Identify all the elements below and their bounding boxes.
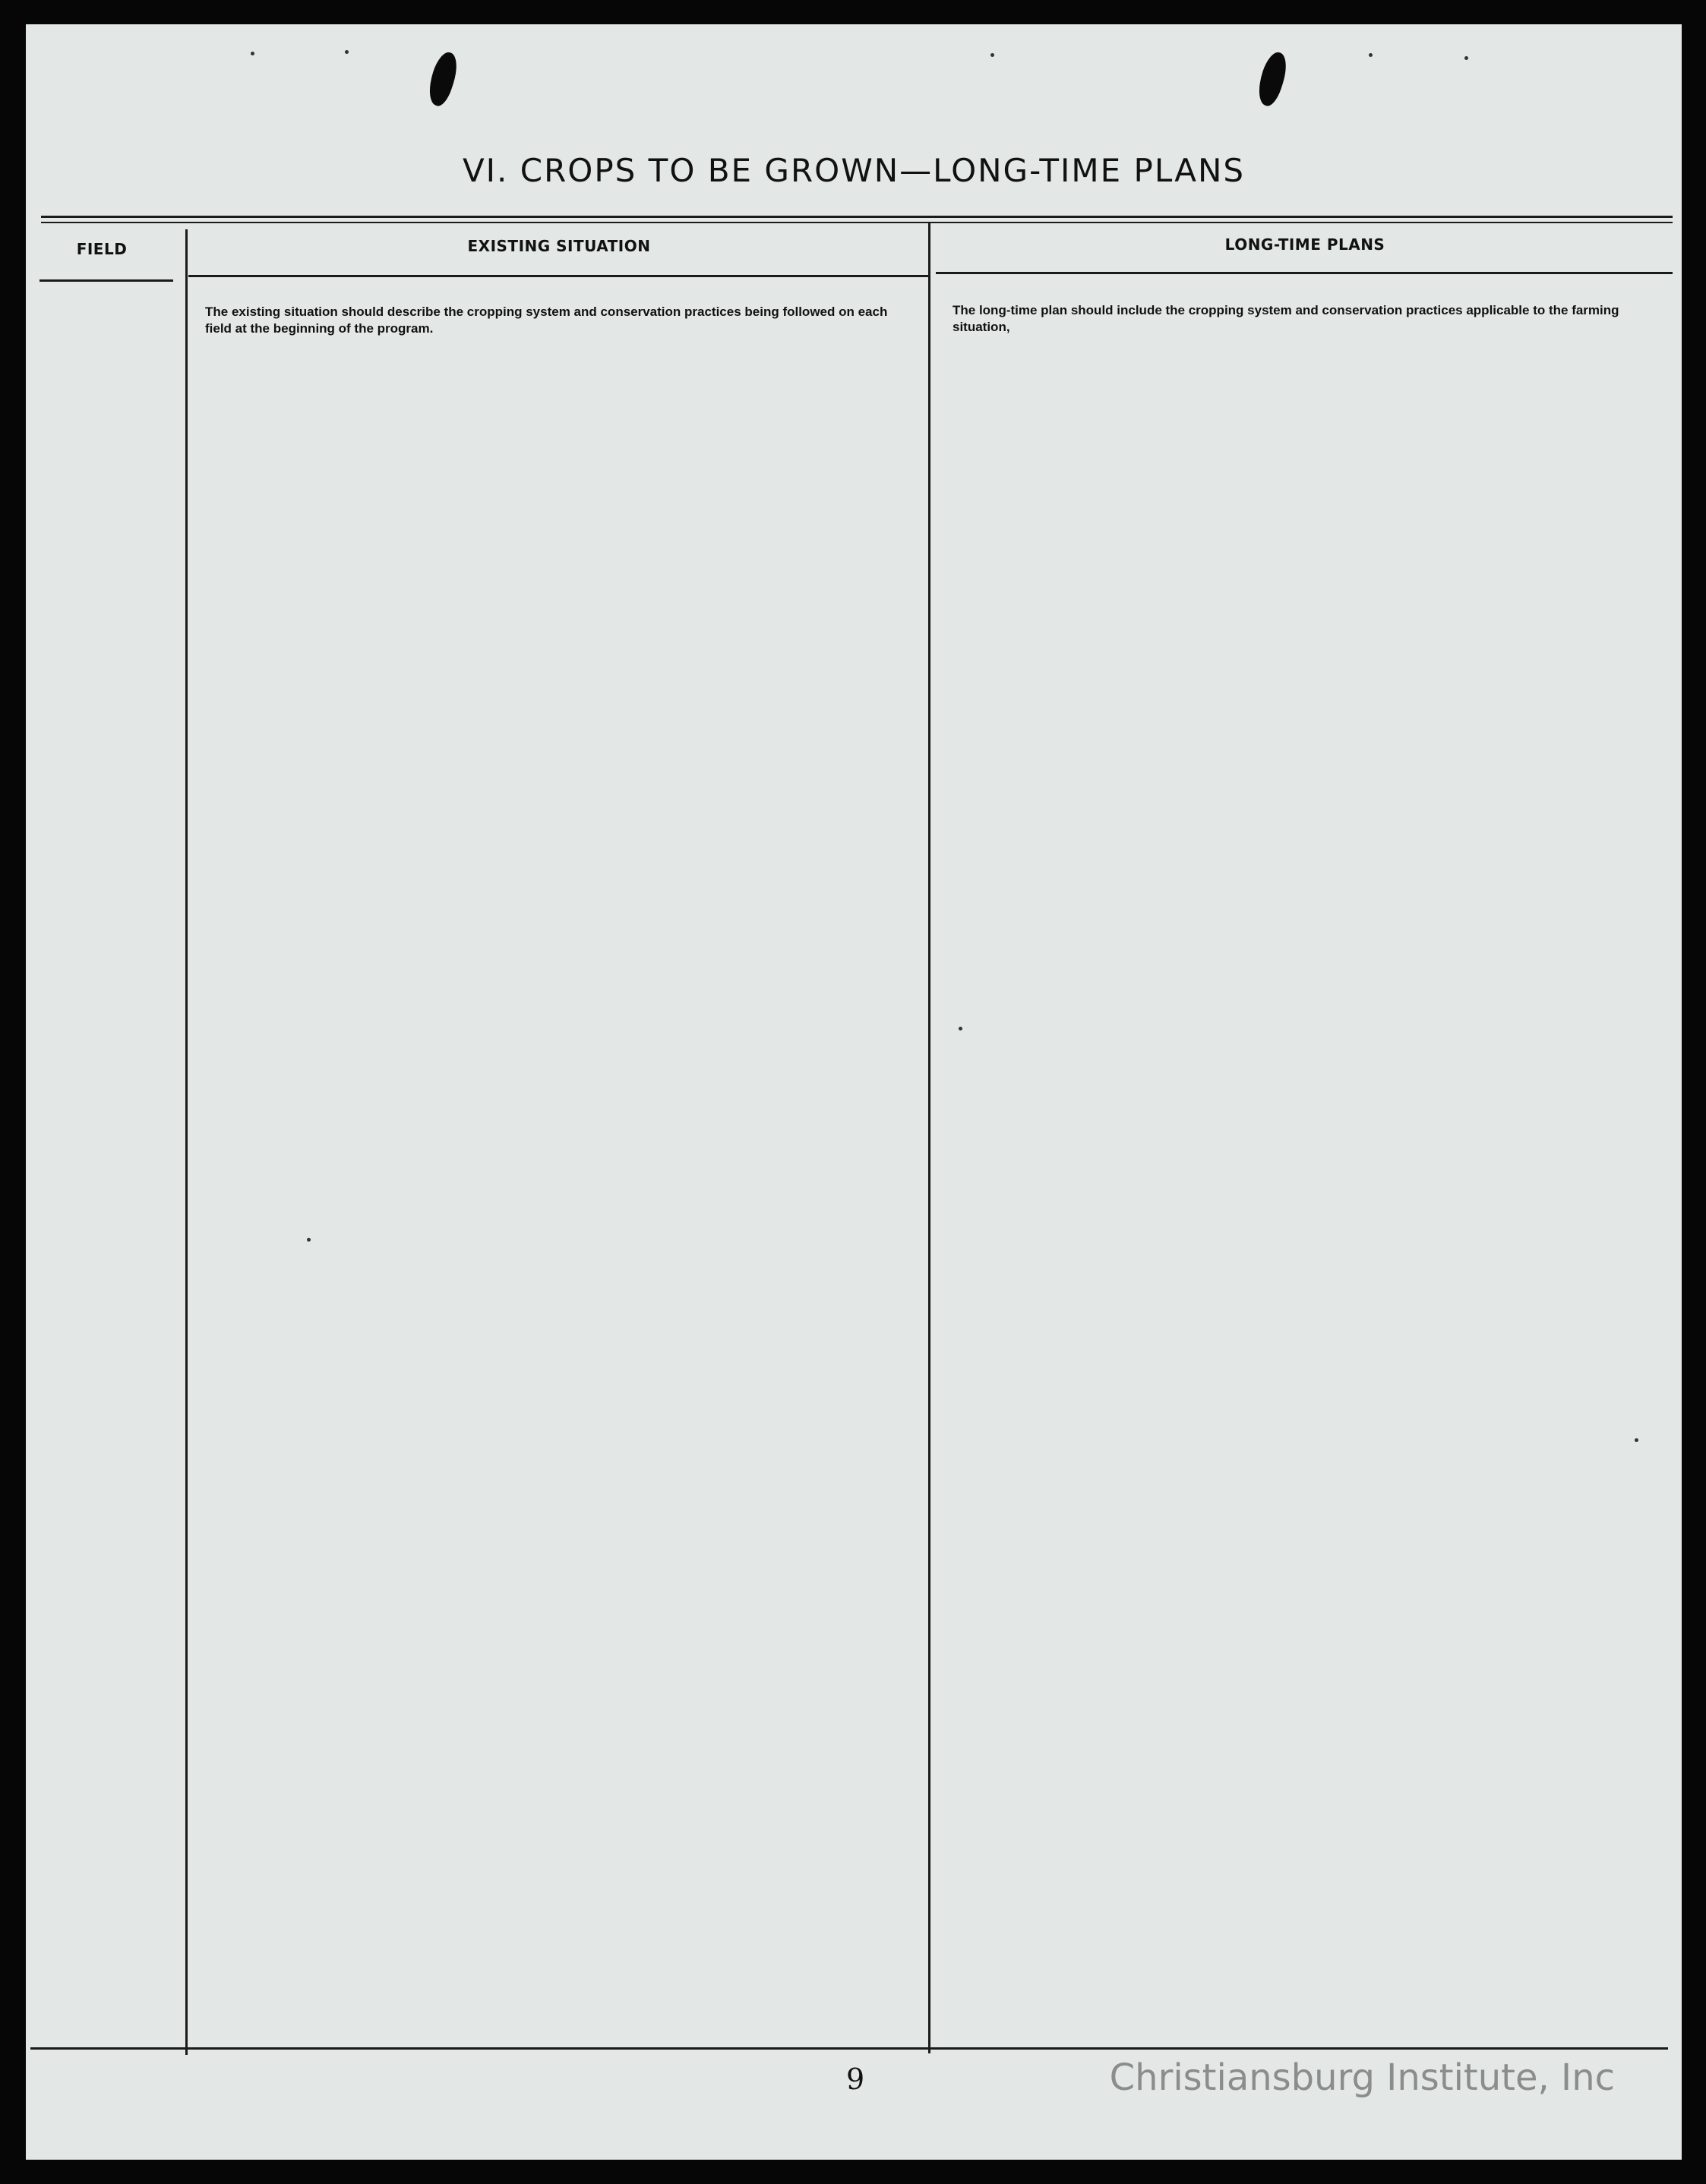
instruction-longtime: The long-time plan should include the cropping system and conservation practices applicable to the farming situation, xyxy=(953,303,1619,334)
top-rule-inner xyxy=(41,222,1673,223)
column-header-field: FIELD xyxy=(76,240,128,258)
page-title: VI. CROPS TO BE GROWN—LONG-TIME PLANS xyxy=(462,152,1246,189)
punch-hole-right xyxy=(1253,49,1292,109)
column-header-existing: EXISTING SITUATION xyxy=(467,237,651,255)
document-page xyxy=(26,24,1682,2160)
speck xyxy=(959,1027,962,1030)
speck xyxy=(1369,53,1373,57)
existing-header-rule xyxy=(188,275,928,277)
speck xyxy=(251,52,254,55)
divider-field xyxy=(185,229,188,2055)
field-header-rule xyxy=(39,279,173,282)
instruction-existing: The existing situation should describe the cropping system and conservation practices being followed on each field at the beginning of the program. xyxy=(205,305,888,336)
speck xyxy=(990,53,994,57)
watermark: Christiansburg Institute, Inc xyxy=(1109,2056,1615,2099)
speck xyxy=(345,50,349,54)
speck xyxy=(307,1238,311,1242)
speck xyxy=(1635,1438,1638,1442)
longtime-header-rule xyxy=(936,272,1673,274)
punch-hole-left xyxy=(424,49,463,109)
speck xyxy=(1464,56,1468,60)
page-number: 9 xyxy=(846,2062,865,2096)
column-header-longtime: LONG-TIME PLANS xyxy=(1224,235,1385,254)
divider-existing xyxy=(928,223,930,2053)
top-rule xyxy=(41,216,1673,218)
bottom-rule xyxy=(30,2047,1668,2050)
